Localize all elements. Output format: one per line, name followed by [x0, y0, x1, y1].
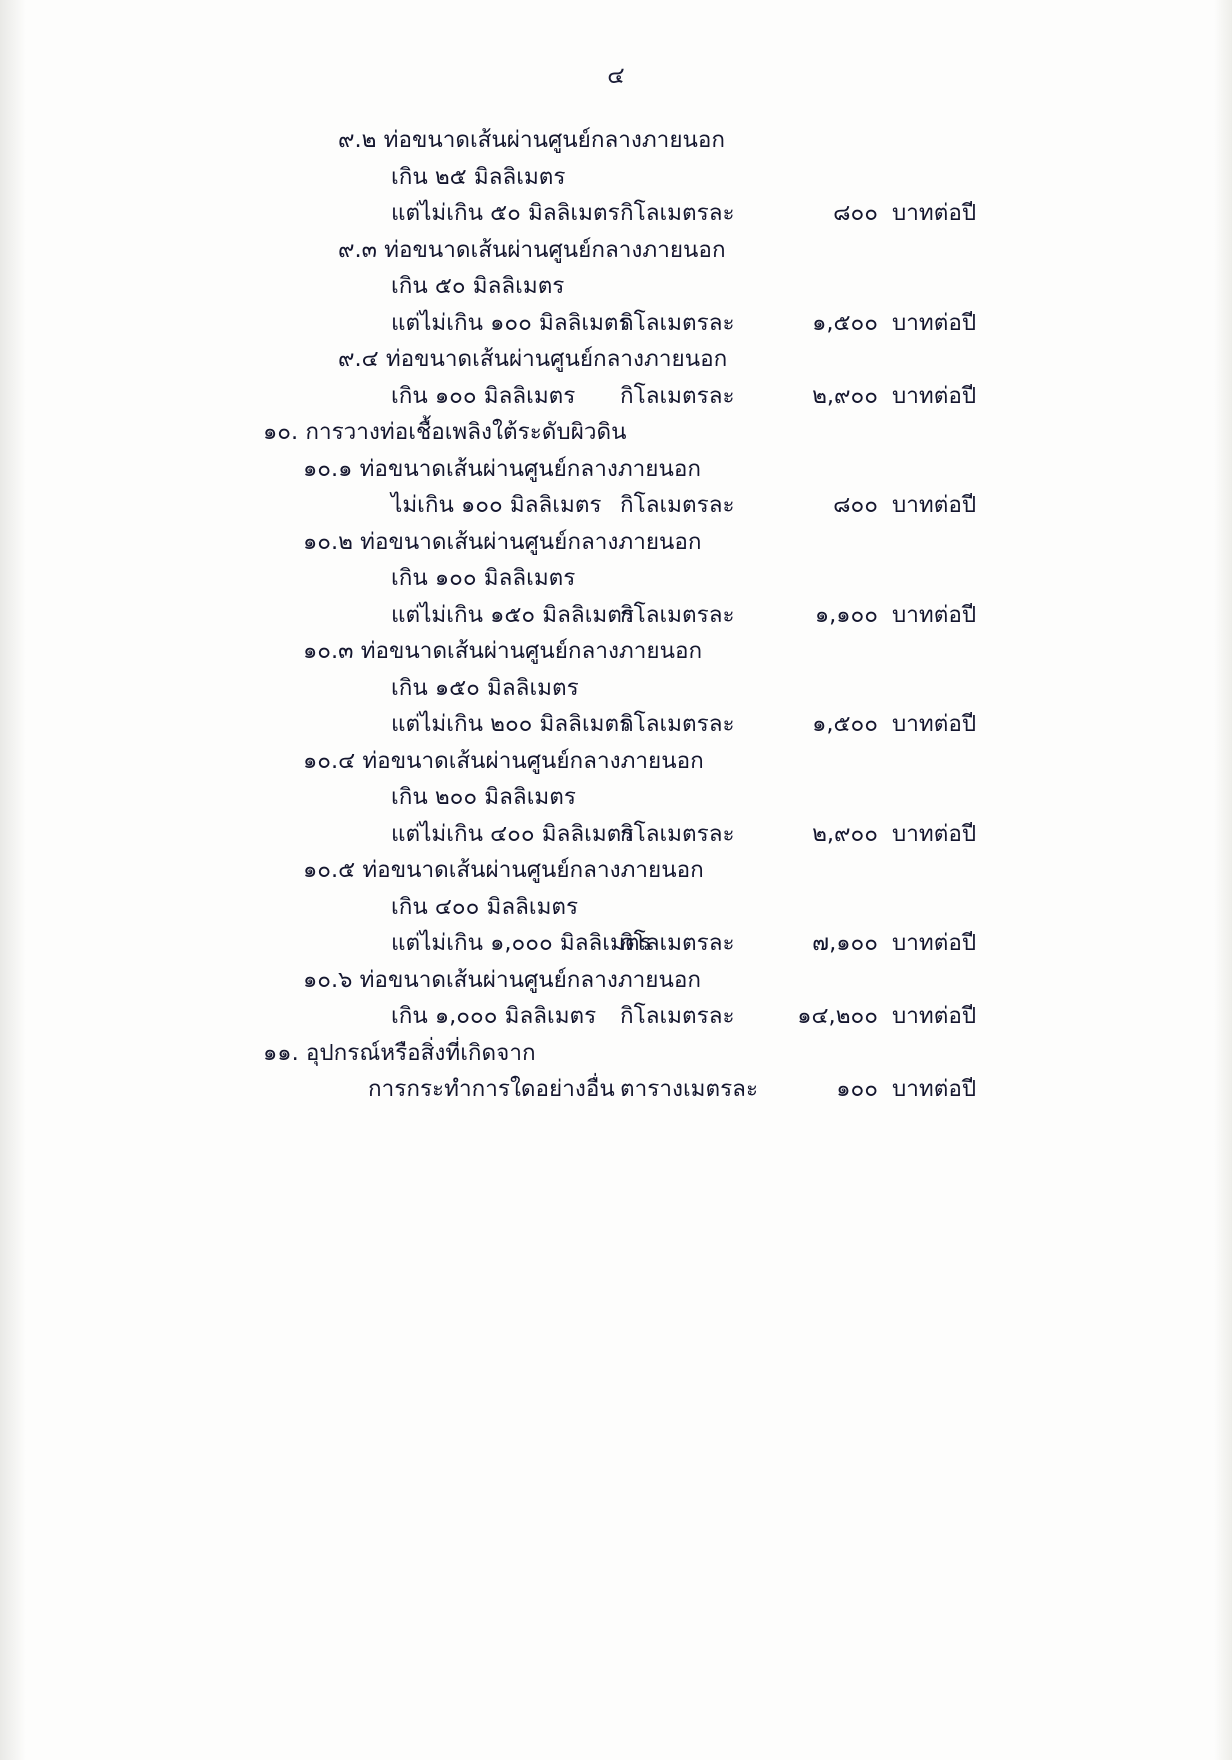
- item-10-1-range-1-unit: กิโลเมตรละ: [620, 492, 735, 518]
- item-10-4-range-2-amount: ๒,๙๐๐: [812, 820, 878, 847]
- item-9-2-title: ๙.๒ ท่อขนาดเส้นผ่านศูนย์กลางภายนอก: [338, 127, 726, 153]
- item-10-2-title: ๑๐.๒ ท่อขนาดเส้นผ่านศูนย์กลางภายนอก: [303, 528, 702, 555]
- document-line: [228, 122, 1028, 159]
- item-9-2-range-2-per-unit: บาทต่อปี: [892, 200, 977, 226]
- item-9-4-range-1-amount: ๒,๙๐๐: [812, 382, 878, 409]
- item-10-5-range-1: เกิน ๔๐๐ มิลลิเมตร: [391, 893, 579, 920]
- item-9-4-range-1-unit: กิโลเมตรละ: [620, 382, 735, 409]
- item-11-line-2-unit: ตารางเมตรละ: [620, 1076, 759, 1102]
- item-9-3-range-2-unit: กิโลเมตรละ: [620, 309, 735, 336]
- document-line: [228, 1071, 1028, 1108]
- page-number: ๔: [607, 63, 625, 89]
- item-9-2-range-2: แต่ไม่เกิน ๕๐ มิลลิเมตร: [391, 200, 620, 226]
- item-11-line-2-amount: ๑๐๐: [836, 1076, 878, 1102]
- document-line: [228, 998, 1028, 1035]
- document-line: [228, 633, 1028, 670]
- item-9-4-range-1-per-unit: บาทต่อปี: [892, 382, 977, 409]
- item-10-3-title: ๑๐.๓ ท่อขนาดเส้นผ่านศูนย์กลางภายนอก: [303, 638, 703, 664]
- document-line: [228, 268, 1028, 305]
- item-10-5-range-2-per-unit: บาทต่อปี: [892, 930, 977, 956]
- item-10-6-range-1-unit: กิโลเมตรละ: [620, 1003, 735, 1029]
- item-10-6-range-1-per-unit: บาทต่อปี: [892, 1003, 977, 1029]
- item-10-4-range-1: เกิน ๒๐๐ มิลลิเมตร: [391, 784, 576, 810]
- document-line: [228, 378, 1028, 415]
- item-10-5-title: ๑๐.๕ ท่อขนาดเส้นผ่านศูนย์กลางภายนอก: [303, 857, 704, 883]
- document-line: [228, 962, 1028, 999]
- document-line: [228, 414, 1028, 451]
- item-10-3-range-2-unit: กิโลเมตรละ: [620, 711, 735, 737]
- item-10-4-range-2-unit: กิโลเมตรละ: [620, 820, 735, 847]
- item-9-3-range-1: เกิน ๕๐ มิลลิเมตร: [391, 273, 565, 299]
- document-line: [228, 670, 1028, 707]
- item-10-1-range-1: ไม่เกิน ๑๐๐ มิลลิเมตร: [391, 492, 602, 518]
- item-10-5-range-2-unit: กิโลเมตรละ: [620, 930, 735, 956]
- document-body: [228, 122, 1028, 1108]
- item-9-2-range-1: เกิน ๒๕ มิลลิเมตร: [391, 163, 566, 190]
- item-9-2-range-2-unit: กิโลเมตรละ: [620, 200, 735, 226]
- item-10-2-range-2-per-unit: บาทต่อปี: [892, 601, 977, 628]
- item-9-3-range-2-amount: ๑,๕๐๐: [812, 309, 878, 336]
- document-line: [228, 1035, 1028, 1072]
- item-10-1-range-1-per-unit: บาทต่อปี: [892, 492, 977, 518]
- item-10-2-range-2: แต่ไม่เกิน ๑๕๐ มิลลิเมตร: [391, 601, 634, 628]
- document-line: [228, 305, 1028, 342]
- item-10-4-range-2: แต่ไม่เกิน ๔๐๐ มิลลิเมตร: [391, 820, 634, 847]
- item-11-line-2: การกระทำการใดอย่างอื่น: [368, 1076, 615, 1102]
- item-10-6-title: ๑๐.๖ ท่อขนาดเส้นผ่านศูนย์กลางภายนอก: [303, 966, 702, 993]
- item-10-2-range-2-unit: กิโลเมตรละ: [620, 601, 735, 628]
- document-line: [228, 889, 1028, 926]
- item-10-5-range-2: แต่ไม่เกิน ๑,๐๐๐ มิลลิเมตร: [391, 930, 652, 956]
- document-line: [228, 706, 1028, 743]
- item-11-line-2-per-unit: บาทต่อปี: [892, 1076, 977, 1102]
- item-10-1-range-1-amount: ๘๐๐: [833, 492, 878, 518]
- document-line: [228, 779, 1028, 816]
- item-10-3-range-2: แต่ไม่เกิน ๒๐๐ มิลลิเมตร: [391, 711, 632, 737]
- document-line: [228, 195, 1028, 232]
- item-10-2-range-2-amount: ๑,๑๐๐: [814, 601, 878, 628]
- item-9-3-title: ๙.๓ ท่อขนาดเส้นผ่านศูนย์กลางภายนอก: [338, 236, 726, 263]
- item-9-2-range-2-amount: ๘๐๐: [833, 200, 878, 226]
- document-line: [228, 852, 1028, 889]
- item-11-heading: ๑๑. อุปกรณ์หรือสิ่งที่เกิดจาก: [263, 1039, 536, 1066]
- item-10-3-range-2-per-unit: บาทต่อปี: [892, 711, 977, 737]
- document-line: [228, 341, 1028, 378]
- item-9-4-title: ๙.๔ ท่อขนาดเส้นผ่านศูนย์กลางภายนอก: [338, 346, 728, 372]
- document-line: [228, 597, 1028, 634]
- item-10-6-range-1-amount: ๑๔,๒๐๐: [797, 1003, 878, 1029]
- document-line: [228, 816, 1028, 853]
- item-10-1-title: ๑๐.๑ ท่อขนาดเส้นผ่านศูนย์กลางภายนอก: [303, 455, 702, 482]
- document-line: [228, 925, 1028, 962]
- document-line: [228, 232, 1028, 269]
- item-9-4-range-1: เกิน ๑๐๐ มิลลิเมตร: [391, 382, 576, 409]
- item-9-3-range-2-per-unit: บาทต่อปี: [892, 309, 977, 336]
- item-10-2-range-1: เกิน ๑๐๐ มิลลิเมตร: [391, 565, 576, 591]
- document-line: [228, 743, 1028, 780]
- document-line: [228, 487, 1028, 524]
- document-line: [228, 159, 1028, 196]
- item-10-4-title: ๑๐.๔ ท่อขนาดเส้นผ่านศูนย์กลางภายนอก: [303, 747, 704, 774]
- item-10-5-range-2-amount: ๗,๑๐๐: [812, 930, 878, 956]
- document-line: [228, 524, 1028, 561]
- item-10-3-range-1: เกิน ๑๕๐ มิลลิเมตร: [391, 674, 579, 701]
- item-9-3-range-2: แต่ไม่เกิน ๑๐๐ มิลลิเมตร: [391, 309, 631, 336]
- document-line: [228, 451, 1028, 488]
- item-10-4-range-2-per-unit: บาทต่อปี: [892, 820, 977, 847]
- item-10-6-range-1: เกิน ๑,๐๐๐ มิลลิเมตร: [391, 1003, 597, 1029]
- item-10-heading: ๑๐. การวางท่อเชื้อเพลิงใต้ระดับผิวดิน: [263, 419, 627, 445]
- document-line: [228, 560, 1028, 597]
- item-10-3-range-2-amount: ๑,๕๐๐: [812, 711, 878, 737]
